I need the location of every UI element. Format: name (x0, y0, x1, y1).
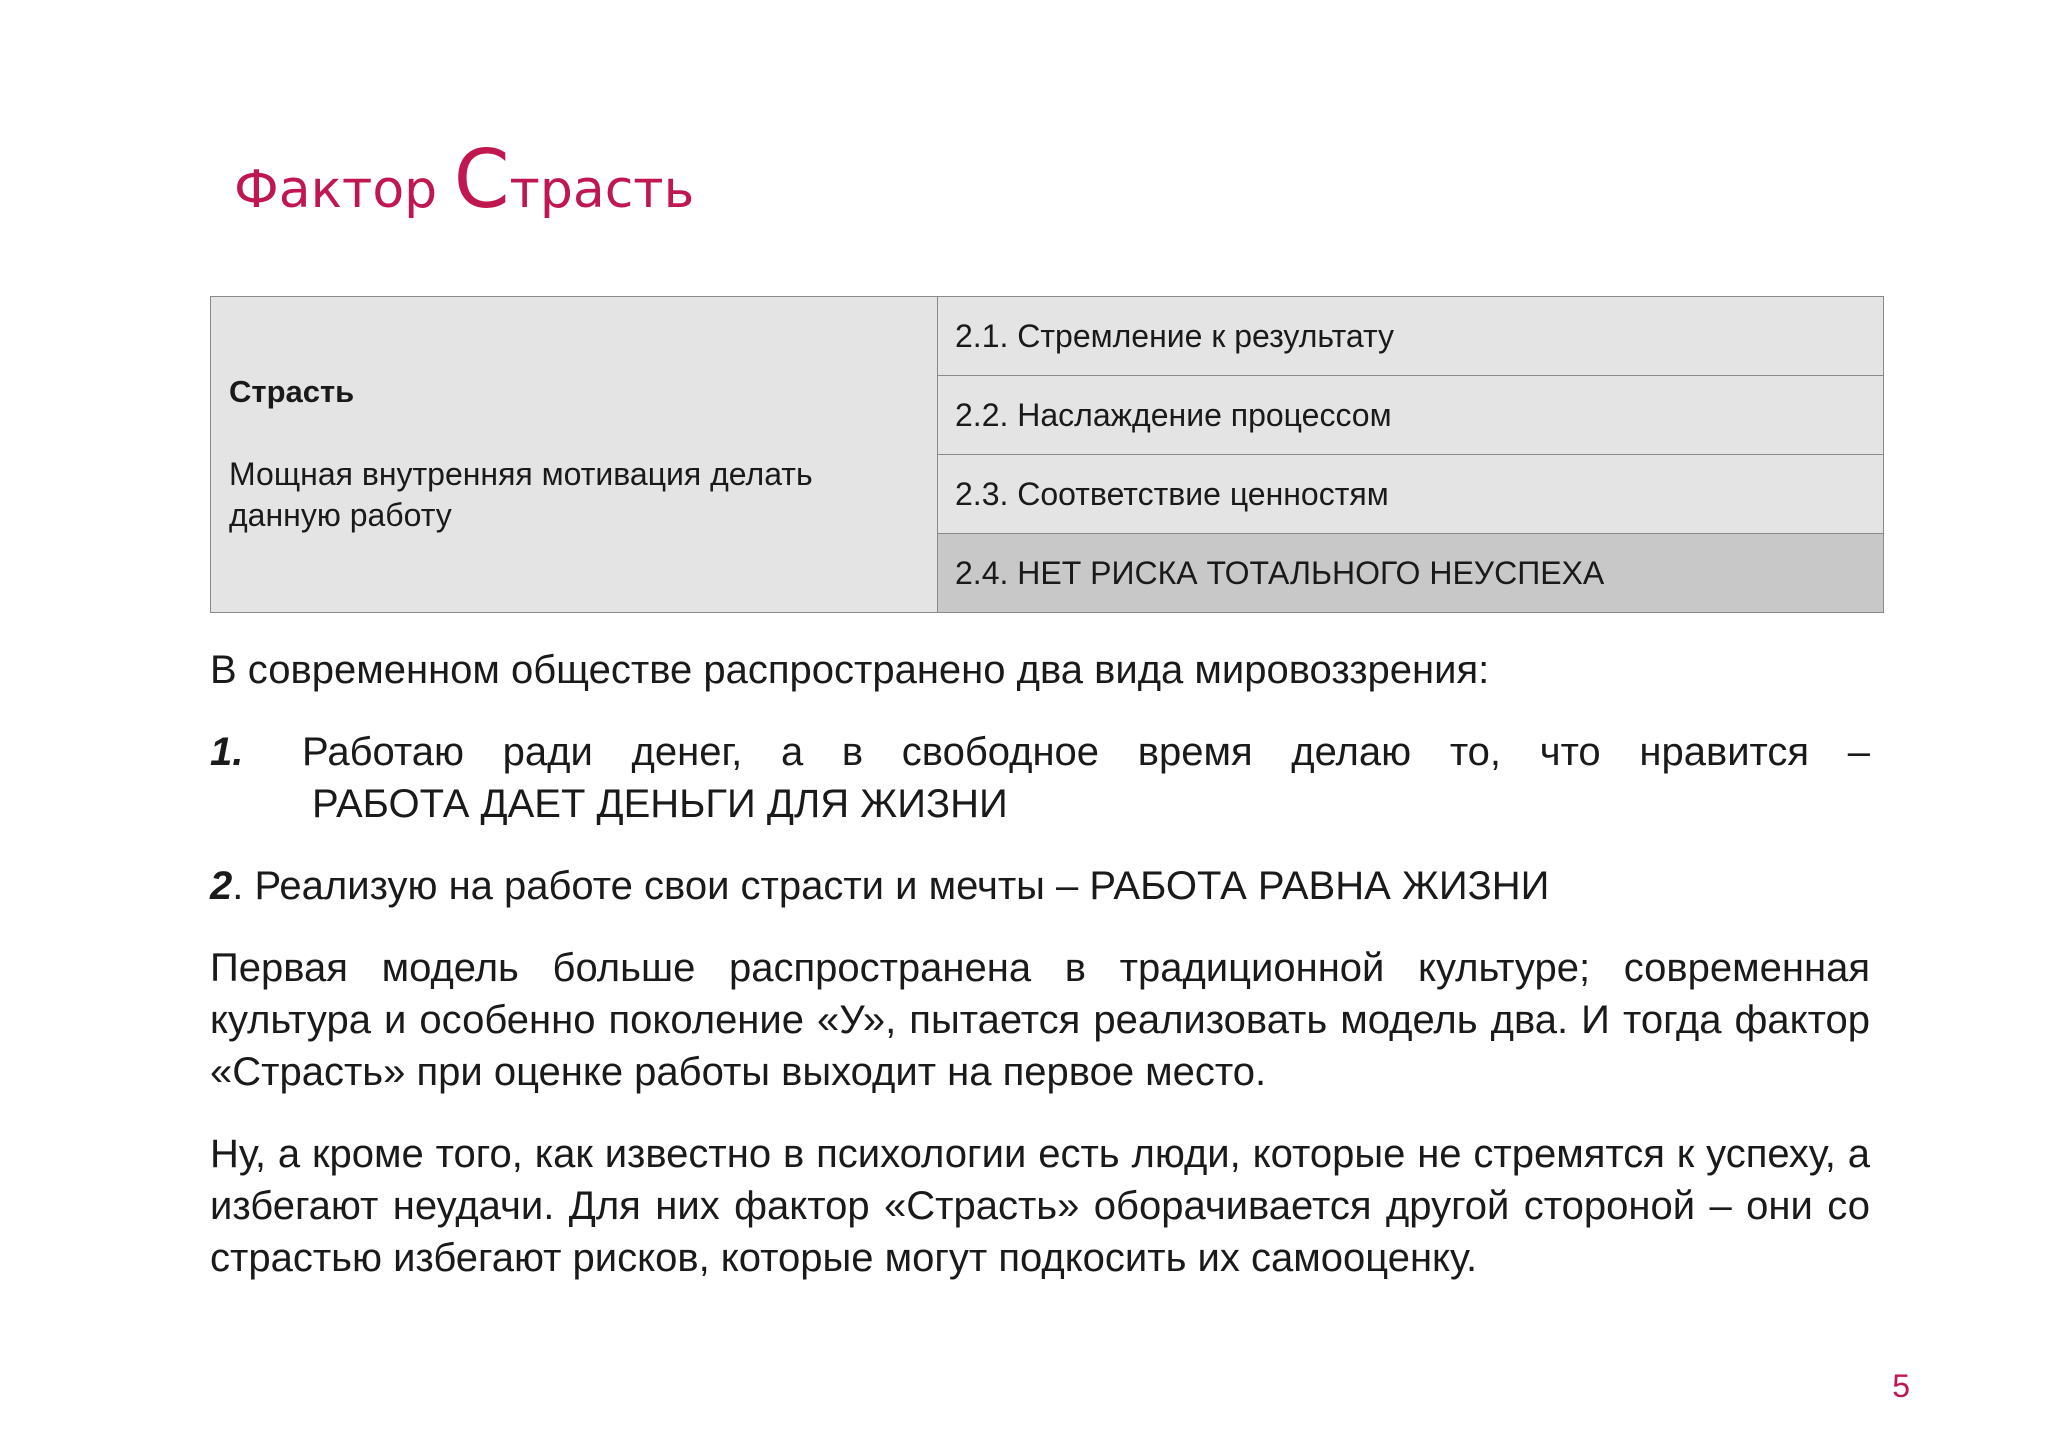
subfactor-cell: 2.2. Наслаждение процессом (938, 376, 1884, 455)
list-number-1: 1. (210, 730, 244, 774)
page-number: 5 (1892, 1368, 1910, 1404)
title-part-2: трасть (509, 160, 695, 220)
subfactor-cell: 2.3. Соответствие ценностям (938, 455, 1884, 534)
factor-table (210, 296, 1884, 613)
subfactor-cell: 2.1. Стремление к результату (938, 297, 1884, 376)
factor-summary-cell (211, 297, 938, 613)
list-number-2: 2 (210, 864, 233, 908)
list-item-1 (210, 726, 1870, 830)
table-row (211, 297, 1884, 376)
list-item-2-text: . Реализую на работе свои страсти и мечты – РАБОТА РАВНА ЖИЗНИ (232, 864, 1550, 908)
list-item-2 (210, 860, 1870, 912)
slide-title (234, 133, 695, 226)
factor-name: Страсть (229, 373, 355, 409)
list-item-1-text: Работаю ради денег, а в свободное время делаю то, что нравится – (302, 730, 1870, 774)
intro-paragraph: В современном обществе распространено два вида мировоззрения: (210, 648, 1490, 692)
subfactor-cell-highlighted: 2.4. НЕТ РИСКА ТОТАЛЬНОГО НЕУСПЕХА (938, 534, 1884, 613)
factor-description: Мощная внутренняя мотивация делать данную работу (229, 455, 813, 533)
list-item-1-emphasis: РАБОТА ДАЕТ ДЕНЬГИ ДЛЯ ЖИЗНИ (312, 782, 1008, 826)
title-big-letter: С (453, 133, 510, 226)
paragraph-1: Первая модель больше распространена в традиционной культуре; современная культура и особенно поколение «У», пытается реализовать модель два. И тогда фактор «Страсть» при оценке работы выходит на первое место. (210, 946, 1870, 1094)
title-part-1: Фактор (234, 160, 454, 220)
paragraph-2: Ну, а кроме того, как известно в психологии есть люди, которые не стремятся к успеху, а избегают неудачи. Для них фактор «Страсть» оборачивается другой стороной – они со страстью избегают рисков, которые могут подкосить их самооценку. (210, 1132, 1870, 1280)
